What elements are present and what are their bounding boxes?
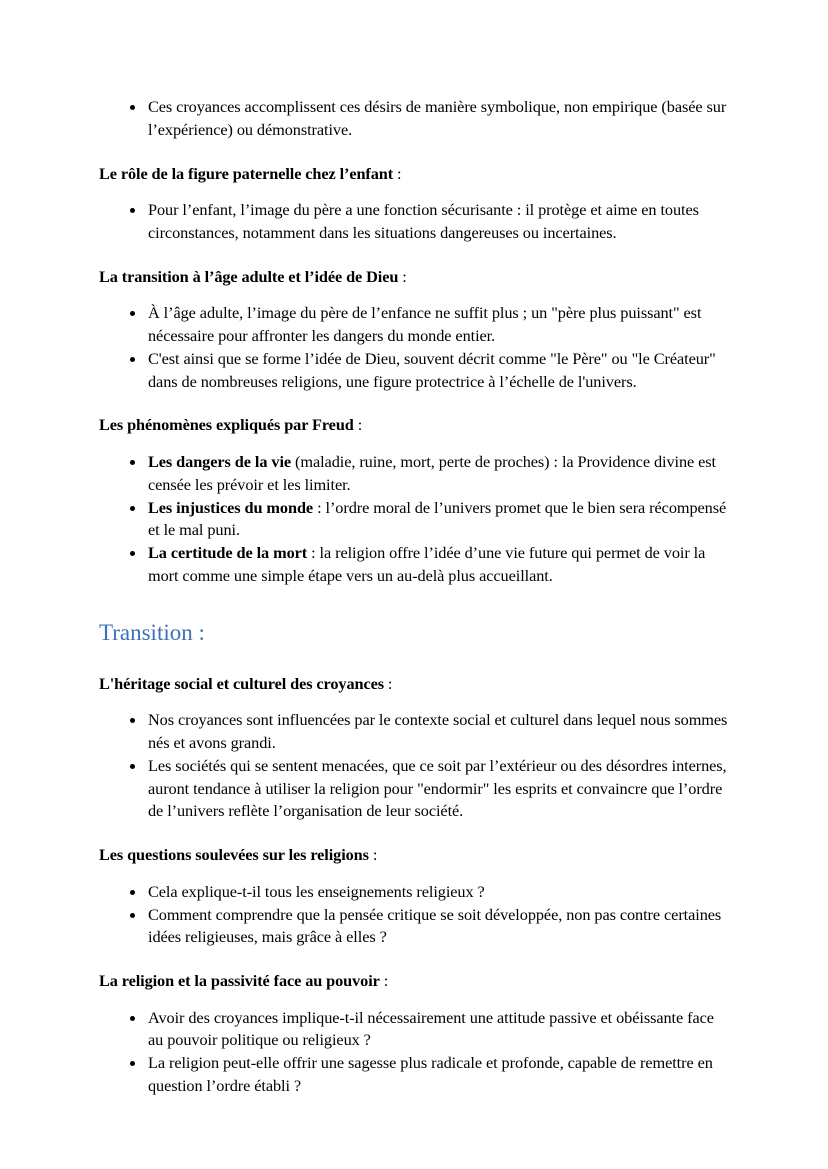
list-questions-religions	[99, 881, 730, 949]
list-role-figure-paternelle	[99, 199, 730, 245]
list-item	[99, 451, 730, 497]
heading-questions-religions	[99, 844, 730, 866]
heading-colon: :	[383, 673, 393, 693]
list-item-text: (maladie, ruine, mort, perte de proches) : la Providence divine est censée les prévoir et les limiter.	[148, 451, 717, 494]
list-item-lead: Les dangers de la vie	[148, 451, 292, 471]
heading-colon: :	[353, 415, 363, 435]
heading-text: Les questions soulevées sur les religions	[99, 845, 369, 865]
list-item	[99, 1007, 730, 1053]
list-item-lead: La certitude de la mort	[148, 543, 308, 563]
heading-colon: :	[398, 266, 407, 286]
list-religion-passivite	[99, 1007, 730, 1098]
list-item-text: Comment comprendre que la pensée critique se soit développée, non pas contre certaines idées religieuses, mais grâce à elles ?	[148, 904, 722, 947]
list-item	[99, 302, 730, 348]
heading-text: L'héritage social et culturel des croyances	[99, 673, 384, 693]
list-item	[99, 348, 730, 394]
spacer	[99, 867, 730, 881]
heading-colon: :	[393, 163, 402, 183]
list-transition-age-adulte	[99, 302, 730, 393]
spacer	[99, 185, 730, 199]
list-item	[99, 497, 730, 543]
list-item	[99, 755, 730, 823]
heading-religion-passivite	[99, 970, 730, 992]
list-heritage-social	[99, 709, 730, 823]
list-intro-croyances	[99, 96, 730, 142]
list-item	[99, 881, 730, 904]
document-body	[99, 96, 730, 1098]
list-item-text: Nos croyances sont influencées par le contexte social et culturel dans lequel nous sommes nés et avons grandi.	[148, 710, 728, 753]
spacer	[99, 588, 730, 618]
spacer	[99, 993, 730, 1007]
list-item	[99, 1052, 730, 1098]
heading-text: Les phénomènes expliqués par Freud	[99, 415, 354, 435]
spacer	[99, 949, 730, 970]
heading-heritage-social	[99, 673, 730, 695]
heading-role-figure-paternelle	[99, 163, 730, 185]
list-item-text: Pour l’enfant, l’image du père a une fonction sécurisante : il protège et aime en toutes circonstances, notamment dans les situations dangereuses ou incertaines.	[148, 200, 699, 242]
spacer	[99, 437, 730, 451]
list-item-text: : l’ordre moral de l’univers promet que le bien sera récompensé et le mal puni.	[148, 497, 727, 540]
spacer	[99, 823, 730, 844]
heading-text: Le rôle de la figure paternelle chez l’enfant	[99, 163, 394, 183]
heading-text: La religion et la passivité face au pouvoir	[99, 971, 380, 991]
list-item	[99, 904, 730, 950]
list-item	[99, 96, 730, 142]
heading-transition-age-adulte	[99, 266, 730, 288]
heading-transition-section: Transition :	[99, 619, 205, 645]
spacer	[99, 695, 730, 709]
spacer	[99, 648, 730, 673]
spacer	[99, 393, 730, 414]
spacer	[99, 288, 730, 302]
list-item-text: À l’âge adulte, l’image du père de l’enfance ne suffit plus ; un "père plus puissant" est nécessaire pour affronter les dangers du monde entier.	[148, 303, 702, 346]
list-item	[99, 709, 730, 755]
list-item-text: Les sociétés qui se sentent menacées, que ce soit par l’extérieur ou des désordres internes, auront tendance à utiliser la religion pour "endormir" les esprits et convaincre que l’ordre de l’univers reflète l’organisation de leur société.	[148, 755, 727, 821]
heading-colon: :	[379, 971, 389, 991]
list-phenomenes-freud	[99, 451, 730, 588]
heading-phenomenes-freud	[99, 414, 730, 436]
list-item-text: : la religion offre l’idée d’une vie future qui permet de voir la mort comme une simple étape vers un au-delà plus accueillant.	[148, 543, 706, 586]
list-item-text: La religion peut-elle offrir une sagesse plus radicale et profonde, capable de remettre en question l’ordre établi ?	[148, 1053, 713, 1096]
list-item	[99, 199, 730, 245]
list-item-lead: Les injustices du monde	[148, 497, 314, 517]
list-item-text: Cela explique-t-il tous les enseignements religieux ?	[148, 881, 485, 901]
list-item-text: C'est ainsi que se forme l’idée de Dieu, souvent décrit comme "le Père" ou "le Créateur" dans de nombreuses religions, une figure protectrice à l’échelle de l'univers.	[148, 348, 716, 391]
heading-colon: :	[368, 845, 378, 865]
list-item-text: Ces croyances accomplissent ces désirs de manière symbolique, non empirique (basée sur l’expérience) ou démonstrative.	[148, 97, 727, 139]
spacer	[99, 245, 730, 266]
list-item	[99, 542, 730, 588]
spacer	[99, 142, 730, 163]
list-item-text: Avoir des croyances implique-t-il nécessairement une attitude passive et obéissante face au pouvoir politique ou religieux ?	[148, 1007, 714, 1050]
heading-text: La transition à l’âge adulte et l’idée de Dieu	[99, 266, 399, 286]
